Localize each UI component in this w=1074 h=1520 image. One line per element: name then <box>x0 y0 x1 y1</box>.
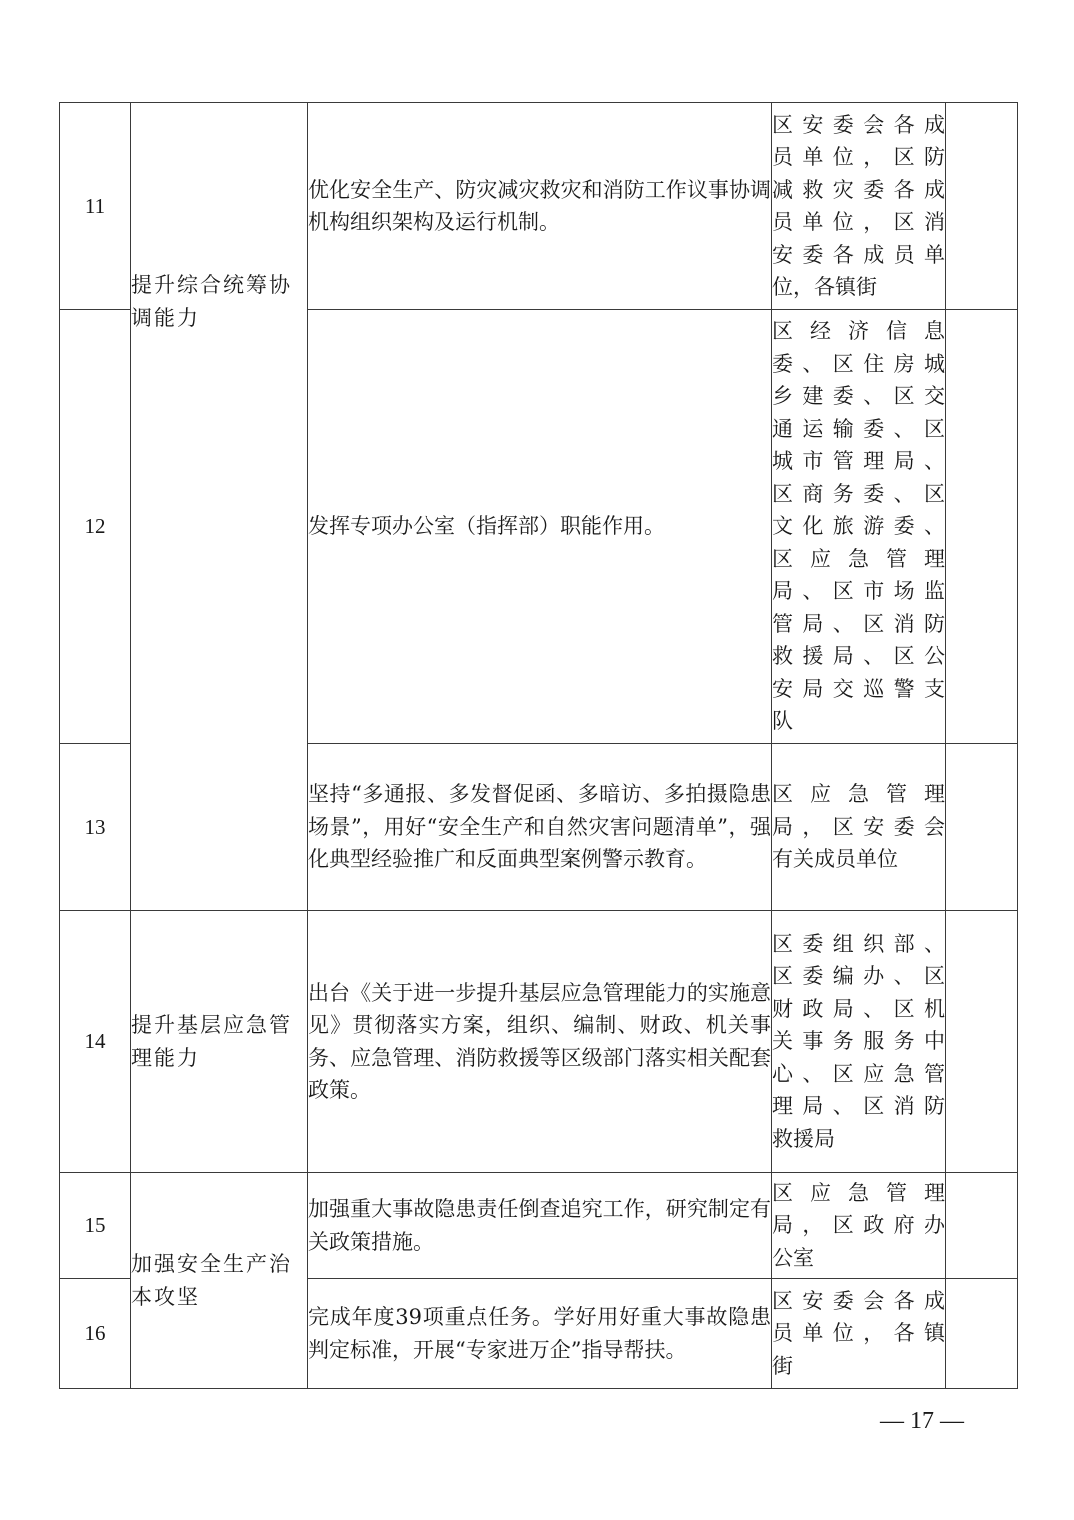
responsible-line: 安委各成员单 <box>772 242 945 267</box>
row-number: 14 <box>60 911 131 1173</box>
responsible-line: 财政局、区机 <box>772 996 945 1021</box>
responsible-line: 区委组织部、 <box>772 931 945 956</box>
responsible-line: 救援局、区公 <box>772 644 945 669</box>
category-cell <box>131 1173 308 1389</box>
responsible-line: 员单位，各镇 <box>772 1321 945 1346</box>
task-content: 出台《关于进一步提升基层应急管理能力的实施意见》贯彻落实方案，组织、编制、财政、机关事务、应急管理、消防救援等区级部门落实相关配套政策。 <box>308 911 772 1173</box>
responsible-line: 通运输委、区 <box>772 416 945 441</box>
responsible-units <box>772 1173 946 1279</box>
responsible-line: 委、区住房城 <box>772 351 945 376</box>
responsible-units <box>772 310 946 744</box>
responsible-line: 减救灾委各成 <box>772 177 945 202</box>
responsible-line: 乡建委、区交 <box>772 384 945 409</box>
responsible-line: 心、区应急管 <box>772 1061 945 1086</box>
responsible-line: 理局、区消防 <box>772 1094 945 1119</box>
responsible-units <box>772 103 946 310</box>
responsible-line: 位，各镇街 <box>772 275 877 299</box>
responsible-line: 公室 <box>772 1245 814 1270</box>
responsible-line: 街 <box>772 1353 793 1378</box>
category-label: 加强安全生产治本攻坚 <box>131 1252 292 1309</box>
row-number: 16 <box>60 1279 131 1389</box>
task-content: 坚持“多通报、多发督促函、多暗访、多拍摄隐患场景”，用好“安全生产和自然灾害问题清单”，强化典型经验推广和反面典型案例警示教育。 <box>308 744 772 911</box>
task-table <box>59 102 1018 1389</box>
responsible-line: 文化旅游委、 <box>772 514 945 539</box>
responsible-line: 区应急管理 <box>772 546 945 571</box>
responsible-line: 局、区市场监 <box>772 579 945 604</box>
remarks-cell <box>946 1173 1018 1279</box>
responsible-line: 管局、区消防 <box>772 611 945 636</box>
remarks-cell <box>946 103 1018 310</box>
responsible-line: 局，区安委会 <box>772 814 945 839</box>
responsible-line: 区经济信息 <box>772 319 945 344</box>
responsible-line: 员单位，区防 <box>772 145 945 169</box>
responsible-line: 有关成员单位 <box>772 847 898 872</box>
remarks-cell <box>946 911 1018 1173</box>
task-content: 优化安全生产、防灾减灾救灾和消防工作议事协调机构组织架构及运行机制。 <box>308 103 772 310</box>
task-content: 加强重大事故隐患责任倒查追究工作，研究制定有关政策措施。 <box>308 1173 772 1279</box>
responsible-line: 安局交巡警支 <box>772 676 945 701</box>
responsible-line: 区安委会各成 <box>772 112 945 137</box>
row-number: 13 <box>60 744 131 911</box>
responsible-line: 区应急管理 <box>772 782 945 807</box>
responsible-line: 救援局 <box>772 1126 835 1151</box>
remarks-cell <box>946 744 1018 911</box>
row-number: 11 <box>60 103 131 310</box>
responsible-line: 队 <box>772 709 793 734</box>
responsible-line: 员单位，区消 <box>772 210 945 234</box>
category-label: 提升基层应急管理能力 <box>131 1013 292 1070</box>
responsible-line: 关事务服务中 <box>772 1029 945 1054</box>
responsible-line: 城市管理局、 <box>772 449 945 474</box>
task-content: 完成年度39项重点任务。学好用好重大事故隐患判定标准，开展“专家进万企”指导帮扶。 <box>308 1279 772 1389</box>
responsible-line: 区商务委、区 <box>772 481 945 506</box>
task-content: 发挥专项办公室（指挥部）职能作用。 <box>308 310 772 744</box>
category-cell <box>131 911 308 1173</box>
responsible-line: 区安委会各成 <box>772 1288 945 1313</box>
responsible-units <box>772 1279 946 1389</box>
row-number: 15 <box>60 1173 131 1279</box>
row-number: 12 <box>60 310 131 744</box>
responsible-units <box>772 911 946 1173</box>
responsible-line: 局，区政府办 <box>772 1213 945 1238</box>
responsible-line: 区委编办、区 <box>772 964 945 989</box>
responsible-units <box>772 744 946 911</box>
table-row <box>60 1173 1018 1279</box>
responsible-line: 区应急管理 <box>772 1180 945 1205</box>
remarks-cell <box>946 1279 1018 1389</box>
category-label: 提升综合统筹协调能力 <box>131 273 292 330</box>
table-row <box>60 103 1018 310</box>
page-number: — 17 — <box>880 1408 964 1434</box>
category-cell <box>131 103 308 911</box>
table-row <box>60 911 1018 1173</box>
remarks-cell <box>946 310 1018 744</box>
